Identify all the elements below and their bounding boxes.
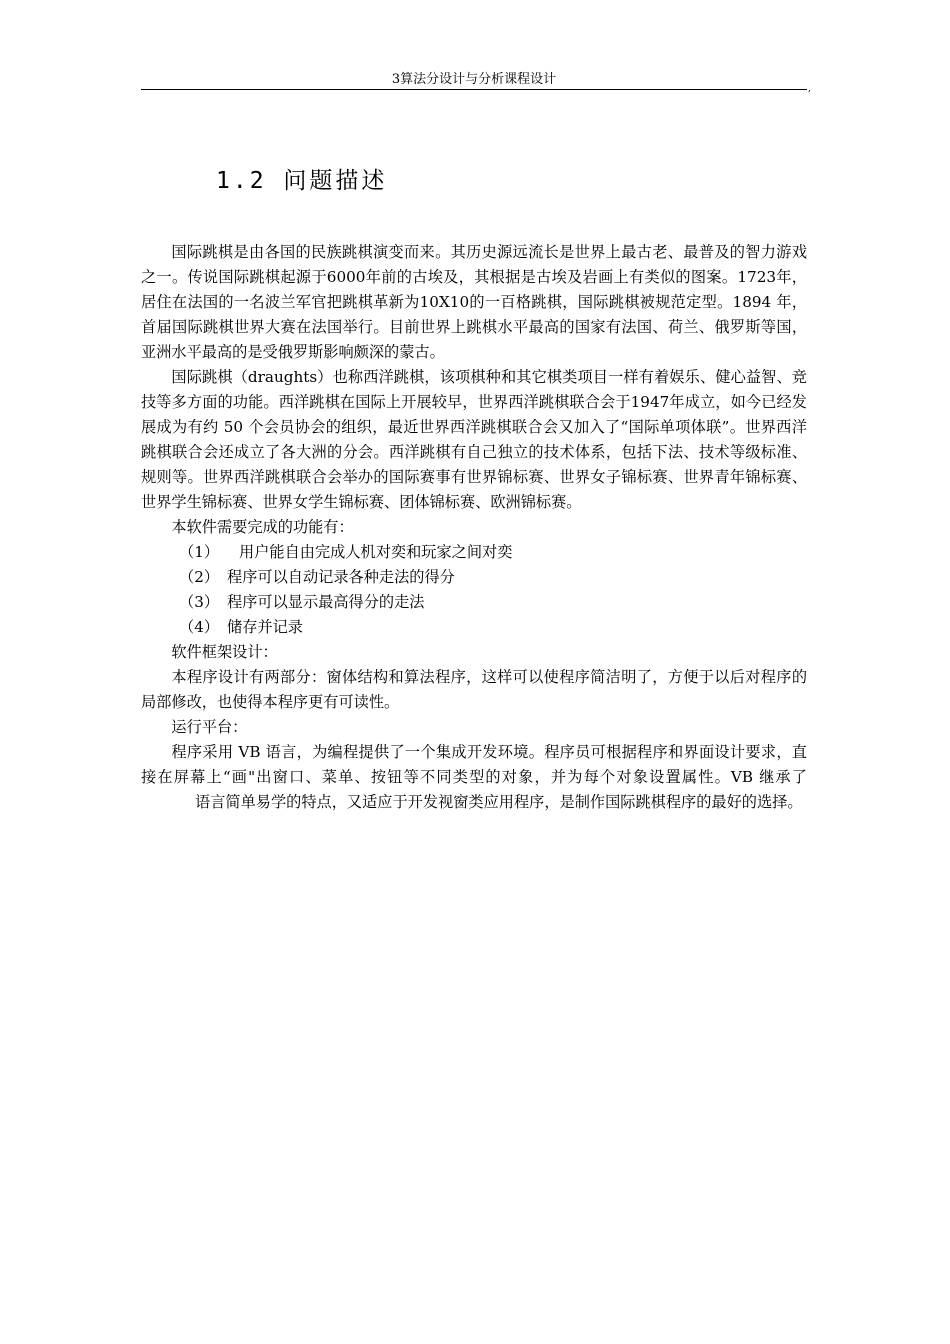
functions-intro: 本软件需要完成的功能有： [171,518,354,536]
framework-text: 本程序设计有两部分：窗体结构和算法程序，这样可以使程序简洁明了，方便于以后对程序的局部修改，也使得本程序更有可读性。 [141,668,807,711]
list-item [141,540,807,565]
list-item-number: （3） [179,593,220,611]
header-mark: , [808,84,811,94]
list-item-number: （1） [179,543,220,561]
section-title: 1.2 问题描述 [216,168,388,194]
list-item-text: 程序可以显示最高得分的走法 [227,593,425,611]
list-item-text: 储存并记录 [227,618,303,636]
header-rule [141,89,807,90]
list-item-text: 用户能自由完成人机对奕和玩家之间对奕 [239,543,513,561]
paragraph-history: 国际跳棋是由各国的民族跳棋演变而来。其历史源远流长是世界上最古老、最普及的智力游戏之一。传说国际跳棋起源于6000年前的古埃及，其根据是古埃及岩画上有类似的图案。1723年，居住在法国的一名波兰军官把跳棋革新为10X10的一百格跳棋，国际跳棋被规范定型。1894 年，首届国际跳棋世界大赛在法国举行。目前世界上跳棋水平最高的国家有法国、荷兰、俄罗斯等国，亚洲水平最高的是受俄罗斯影响颇深的蒙古。 [141,243,807,361]
running-header: 3算法分设计与分析课程设计 [391,72,557,87]
paragraph-draughts: 国际跳棋（draughts）也称西洋跳棋，该项棋种和其它棋类项目一样有着娱乐、健心益智、竞技等多方面的功能。西洋跳棋在国际上开展较早，世界西洋跳棋联合会于1947年成立，如今已经发展成为有约 50 个会员协会的组织，最近世界西洋跳棋联合会又加入了“国际单项体联”。世界西洋跳棋联合会还成立了各大洲的分会。西洋跳棋有自己独立的技术体系，包括下法、技术等级标准、规则等。世界西洋跳棋联合会举办的国际赛事有世界锦标赛、世界女子锦标赛、世界青年锦标赛、世界学生锦标赛、世界女学生锦标赛、团体锦标赛、欧洲锦标赛。 [141,368,807,511]
body-text [141,240,807,815]
list-item [141,565,807,590]
platform-title: 运行平台： [171,718,248,736]
platform-text [141,740,807,815]
list-item [141,590,807,615]
list-item-text: 程序可以自动记录各种走法的得分 [227,568,455,586]
platform-text-part-a: 程序采用 VB 语言，为编程提供了一个集成开发环境。程序员可根据程序和界面设计要求，直接在屏幕上“画"出窗口、菜单、按钮等不同类型的对象，并为每个对象设置属性。VB 继承了 [141,743,807,786]
list-item [141,615,807,640]
list-item-number: （4） [179,618,220,636]
platform-text-part-b: 语言简单易学的特点，又适应于开发视窗类应用程序，是制作国际跳棋程序的最好的选择。 [195,793,803,811]
list-item-number: （2） [179,568,220,586]
framework-title: 软件框架设计： [171,643,278,661]
